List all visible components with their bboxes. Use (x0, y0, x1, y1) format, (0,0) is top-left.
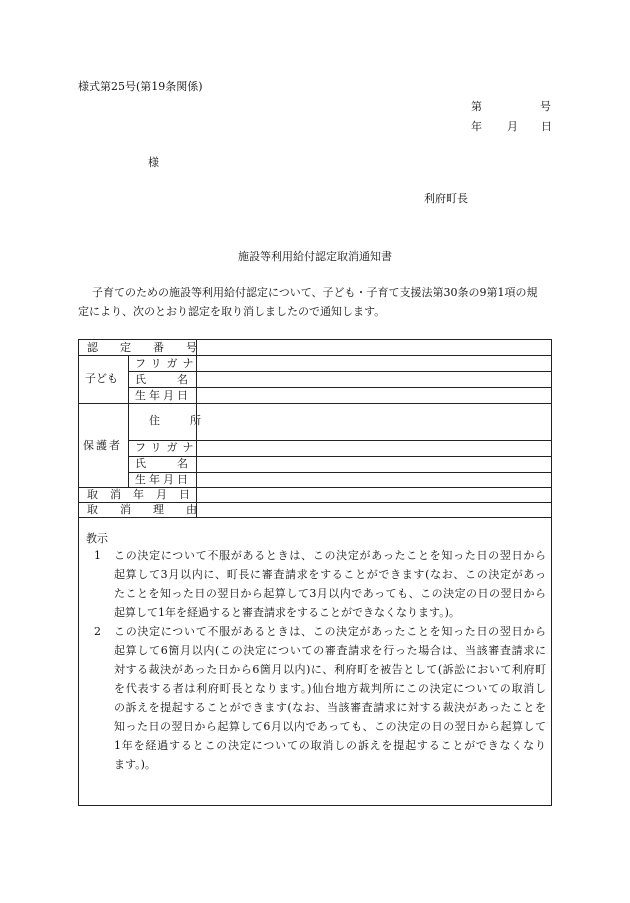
child-label: 子ども (85, 372, 118, 385)
guardian-label: 保護者 (83, 439, 122, 452)
notice-line: を代表する者は利府町長となります。)仙台地方裁判所にこの決定についての取消し (114, 682, 546, 695)
guardian-name-label: 氏名 (135, 457, 219, 470)
notice-line: 対する裁決があった日から6箇月以内)に、利府町を被告として(訴訟において利府町 (114, 663, 546, 676)
notice-line: 起算して1年を経過すると審査請求をすることができなくなります。)。 (114, 606, 460, 619)
intro-line-1: 子育てのための施設等利用給付認定について、子ども・子育て支援法第30条の9第1項の規 (92, 286, 538, 299)
notice-line: 起算して3月以内に、町長に審査請求をすることができます(なお、この決定があっ (114, 568, 546, 581)
notice-line: この決定について不服があるときは、この決定があったことを知った日の翌日から (114, 549, 546, 562)
cert-number-label (87, 341, 219, 355)
child-name-label: 氏名 (135, 373, 219, 386)
notice-item-number: 1 (94, 549, 101, 562)
notice-item-number: 2 (94, 625, 101, 638)
date-year: 年 (471, 120, 482, 133)
guardian-furigana-label: フリガナ (135, 441, 199, 454)
addressee: 様 (148, 156, 159, 169)
notice-line: たことを知った日の翌日から起算して3月以内であっても、この決定の日の翌日から (114, 587, 546, 600)
notice-line: 起算して6箇月以内(この決定についての審査請求を行った場合は、当該審査請求に (114, 644, 546, 657)
notice-line: ます。)。 (114, 758, 156, 771)
child-furigana-label: フリガナ (135, 357, 199, 370)
date-label (471, 120, 551, 134)
cert-number-value[interactable] (197, 340, 551, 355)
notice-title: 教示 (86, 532, 108, 545)
notice-line: の訴えを提起することができます(なお、当該審査請求に対する裁決があったことを (114, 701, 546, 714)
form-number: 様式第25号(第19条関係) (78, 80, 203, 93)
cancel-reason-label: 取消理由 (87, 503, 219, 516)
guardian-birthdate-value[interactable] (197, 473, 551, 487)
child-furigana-value[interactable] (197, 356, 551, 371)
intro-line-2: 定により、次のとおり認定を取り消しましたので通知します。 (78, 305, 386, 318)
child-birthdate-value[interactable] (197, 388, 551, 403)
date-month: 月 (507, 120, 518, 133)
issuer: 利府町長 (424, 192, 468, 205)
cancel-date-value[interactable] (197, 488, 551, 502)
date-day: 日 (541, 120, 552, 133)
notice-line: この決定について不服があるときは、この決定があったことを知った日の翌日から (114, 625, 546, 638)
document-title: 施設等利用給付認定取消通知書 (238, 250, 392, 263)
child-name-value[interactable] (197, 372, 551, 387)
cancel-date-label: 取消年月日 (87, 488, 202, 501)
guardian-address-value[interactable] (197, 404, 551, 440)
guardian-name-value[interactable] (197, 457, 551, 472)
doc-no-suffix: 号 (540, 100, 551, 113)
doc-no-prefix: 第 (471, 100, 482, 113)
guardian-address-label: 住所 (149, 414, 231, 427)
cert-number-text: 認定番号 (87, 341, 219, 354)
guardian-furigana-value[interactable] (197, 441, 551, 456)
guardian-birthdate-label: 生年月日 (135, 473, 191, 486)
notice-line: 1年を経過するとこの決定についての取消しの訴えを提起することができなくなり (114, 739, 546, 752)
document-number-label (471, 100, 551, 114)
notice-line: 知った日の翌日から起算して6月以内であっても、この決定の日の翌日から起算して (114, 720, 546, 733)
cancel-reason-value[interactable] (197, 503, 551, 517)
child-birthdate-label: 生年月日 (135, 389, 191, 402)
